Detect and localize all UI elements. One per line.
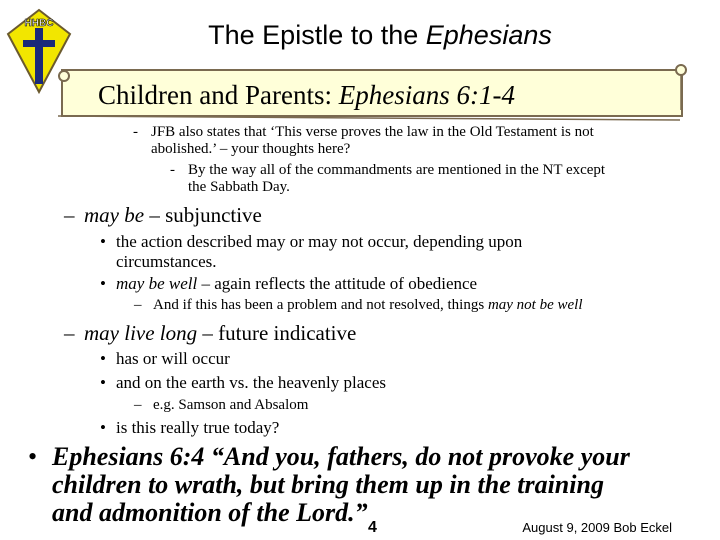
verse-text: Ephesians 6:4 “And you, fathers, do not provoke your children to wrath, but bring them up in the training and admonition of the Lord.” (52, 442, 630, 527)
logo-text: HHBC (24, 18, 54, 29)
true-bullet: • (100, 418, 106, 437)
well-text: may be well – again reflects the attitude of obedience (116, 274, 478, 293)
sabbath-note: By the way all of the commandments are mentioned in the NT except the Sabbath Day. (188, 162, 606, 195)
action-bullet: • (100, 232, 106, 251)
true-text: is this really true today? (116, 418, 280, 437)
slide-title: The Epistle to the Ephesians (208, 20, 552, 50)
banner-heading: Children and Parents: Ephesians 6:1-4 (98, 80, 515, 110)
banner-emph: Ephesians 6:1-4 (338, 80, 515, 110)
page-number: 4 (368, 519, 377, 536)
live-heading: may live long – future indicative (84, 321, 357, 345)
maybe-heading: may be – subjunctive (84, 203, 262, 227)
samson-text: e.g. Samson and Absalom (153, 397, 309, 413)
earth-bullet: • (100, 373, 106, 392)
problem-text: And if this has been a problem and not resolved, things may not be well (153, 297, 583, 313)
jfb-quote: JFB also states that ‘This verse proves the law in the Old Testament is not abolished.’ – your thoughts here? (151, 124, 594, 157)
occur-bullet: • (100, 349, 106, 368)
well-bullet: • (100, 274, 106, 293)
action-text: the action described may or may not occur, depending upon circumstances. (116, 232, 523, 271)
samson-dash: – (134, 397, 142, 413)
footer-date: August 9, 2009 Bob Eckel (522, 520, 672, 535)
earth-text: and on the earth vs. the heavenly places (116, 373, 387, 392)
problem-dash: – (134, 297, 142, 313)
occur-text: has or will occur (116, 349, 230, 368)
maybe-dash: – (64, 203, 75, 227)
sabbath-dash: - (170, 162, 175, 178)
title-emph: Ephesians (425, 20, 552, 50)
live-dash: – (64, 321, 75, 345)
jfb-dash: - (133, 124, 138, 140)
verse-bullet: • (28, 442, 38, 471)
